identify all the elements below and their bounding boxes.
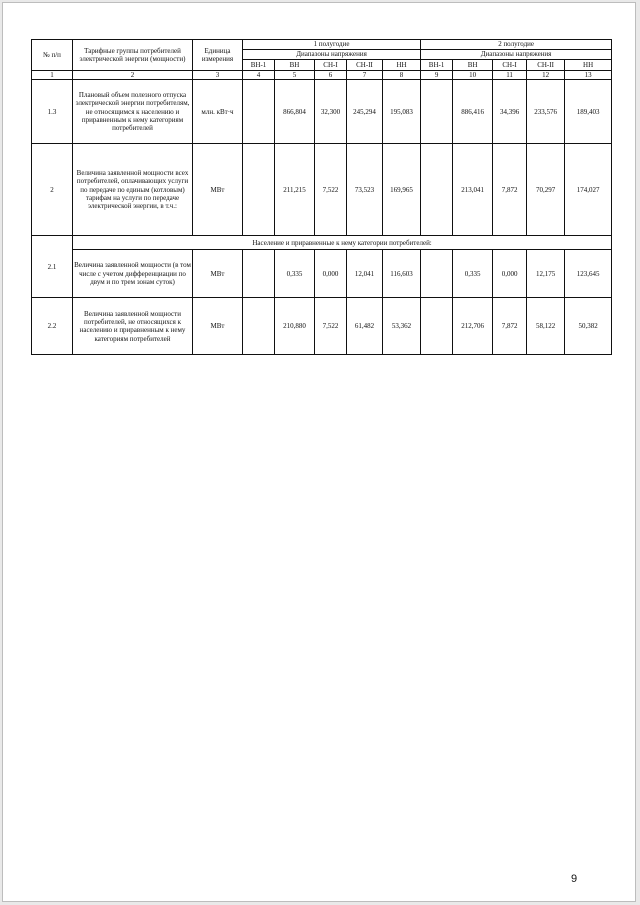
- document-page: [2, 2, 636, 902]
- value-cell: 0,335: [275, 250, 315, 298]
- column-number: 10: [453, 71, 493, 80]
- header-half2: 2 полугодие: [421, 40, 612, 50]
- value-cell: 866,804: [275, 80, 315, 144]
- voltage-header: НН: [383, 60, 421, 71]
- row-description: Величина заявленной мощности потребителей, не относящихся к населению и приравненным к нему категориям потребителей: [73, 298, 193, 355]
- table-row: [32, 298, 612, 355]
- column-number: 6: [315, 71, 347, 80]
- column-number-row: [32, 71, 612, 80]
- table-row: [32, 144, 612, 236]
- column-number: 9: [421, 71, 453, 80]
- value-cell: [243, 80, 275, 144]
- voltage-header: СН-I: [315, 60, 347, 71]
- value-cell: [243, 144, 275, 236]
- value-cell: 34,396: [493, 80, 527, 144]
- value-cell: 12,175: [527, 250, 565, 298]
- voltage-header: СН-II: [347, 60, 383, 71]
- value-cell: 32,300: [315, 80, 347, 144]
- voltage-header: НН: [565, 60, 612, 71]
- value-cell: 212,706: [453, 298, 493, 355]
- column-number: 1: [32, 71, 73, 80]
- value-cell: 73,523: [347, 144, 383, 236]
- value-cell: [243, 250, 275, 298]
- tariff-table: [31, 39, 612, 355]
- column-number: 2: [73, 71, 193, 80]
- value-cell: 189,403: [565, 80, 612, 144]
- value-cell: 61,482: [347, 298, 383, 355]
- row-number: 2: [32, 144, 73, 236]
- table-row: [32, 250, 612, 298]
- column-number: 5: [275, 71, 315, 80]
- value-cell: 7,522: [315, 298, 347, 355]
- row-unit: МВт: [193, 144, 243, 236]
- header-half1: 1 полугодие: [243, 40, 421, 50]
- value-cell: 53,362: [383, 298, 421, 355]
- row-description: Плановый объем полезного отпуска электрической энергии потребителям, не относящимся к населению и приравненным к нему категориям потребителей: [73, 80, 193, 144]
- value-cell: 211,215: [275, 144, 315, 236]
- header-ranges-1: Диапазоны напряжения: [243, 50, 421, 60]
- value-cell: 116,603: [383, 250, 421, 298]
- value-cell: 70,297: [527, 144, 565, 236]
- value-cell: [243, 298, 275, 355]
- page-number: 9: [571, 873, 578, 885]
- column-number: 7: [347, 71, 383, 80]
- voltage-header: ВН: [453, 60, 493, 71]
- row-description: Величина заявленной мощности всех потребителей, оплачивающих услуги по передаче по единым (котловым) тарифам на услуги по передаче электрической энергии, в т.ч.:: [73, 144, 193, 236]
- value-cell: 0,000: [493, 250, 527, 298]
- row-number: 1.3: [32, 80, 73, 144]
- header-ranges-2: Диапазоны напряжения: [421, 50, 612, 60]
- column-number: 12: [527, 71, 565, 80]
- value-cell: [421, 250, 453, 298]
- value-cell: 0,000: [315, 250, 347, 298]
- row-description: Величина заявленной мощности (в том числе с учетом дифференциации по двум и по трем зонам суток): [73, 250, 193, 298]
- value-cell: 58,122: [527, 298, 565, 355]
- header-number: № п/п: [32, 40, 73, 71]
- value-cell: 245,294: [347, 80, 383, 144]
- row-number: 2.2: [32, 298, 73, 355]
- voltage-header: ВН-1: [421, 60, 453, 71]
- table-row: [32, 236, 612, 250]
- value-cell: [421, 80, 453, 144]
- column-number: 8: [383, 71, 421, 80]
- column-number: 3: [193, 71, 243, 80]
- section-heading: Население и приравненные к нему категории потребителей:: [73, 236, 612, 250]
- voltage-header: ВН-1: [243, 60, 275, 71]
- voltage-header: ВН: [275, 60, 315, 71]
- row-unit: млн. кВт·ч: [193, 80, 243, 144]
- table-row: [32, 80, 612, 144]
- value-cell: 233,576: [527, 80, 565, 144]
- value-cell: 210,880: [275, 298, 315, 355]
- value-cell: 174,027: [565, 144, 612, 236]
- column-number: 11: [493, 71, 527, 80]
- column-number: 13: [565, 71, 612, 80]
- value-cell: 7,872: [493, 298, 527, 355]
- header-unit: Единица измерения: [193, 40, 243, 71]
- value-cell: 195,083: [383, 80, 421, 144]
- value-cell: 50,382: [565, 298, 612, 355]
- value-cell: [421, 144, 453, 236]
- voltage-header: СН-II: [527, 60, 565, 71]
- header-group: Тарифные группы потребителей электрической энергии (мощности): [73, 40, 193, 71]
- value-cell: [421, 298, 453, 355]
- value-cell: 7,872: [493, 144, 527, 236]
- column-number: 4: [243, 71, 275, 80]
- value-cell: 0,335: [453, 250, 493, 298]
- row-unit: МВт: [193, 298, 243, 355]
- value-cell: 7,522: [315, 144, 347, 236]
- value-cell: 12,041: [347, 250, 383, 298]
- value-cell: 213,041: [453, 144, 493, 236]
- voltage-header: СН-I: [493, 60, 527, 71]
- row-unit: МВт: [193, 250, 243, 298]
- value-cell: 123,645: [565, 250, 612, 298]
- value-cell: 886,416: [453, 80, 493, 144]
- row-number: 2.1: [32, 236, 73, 298]
- value-cell: 169,965: [383, 144, 421, 236]
